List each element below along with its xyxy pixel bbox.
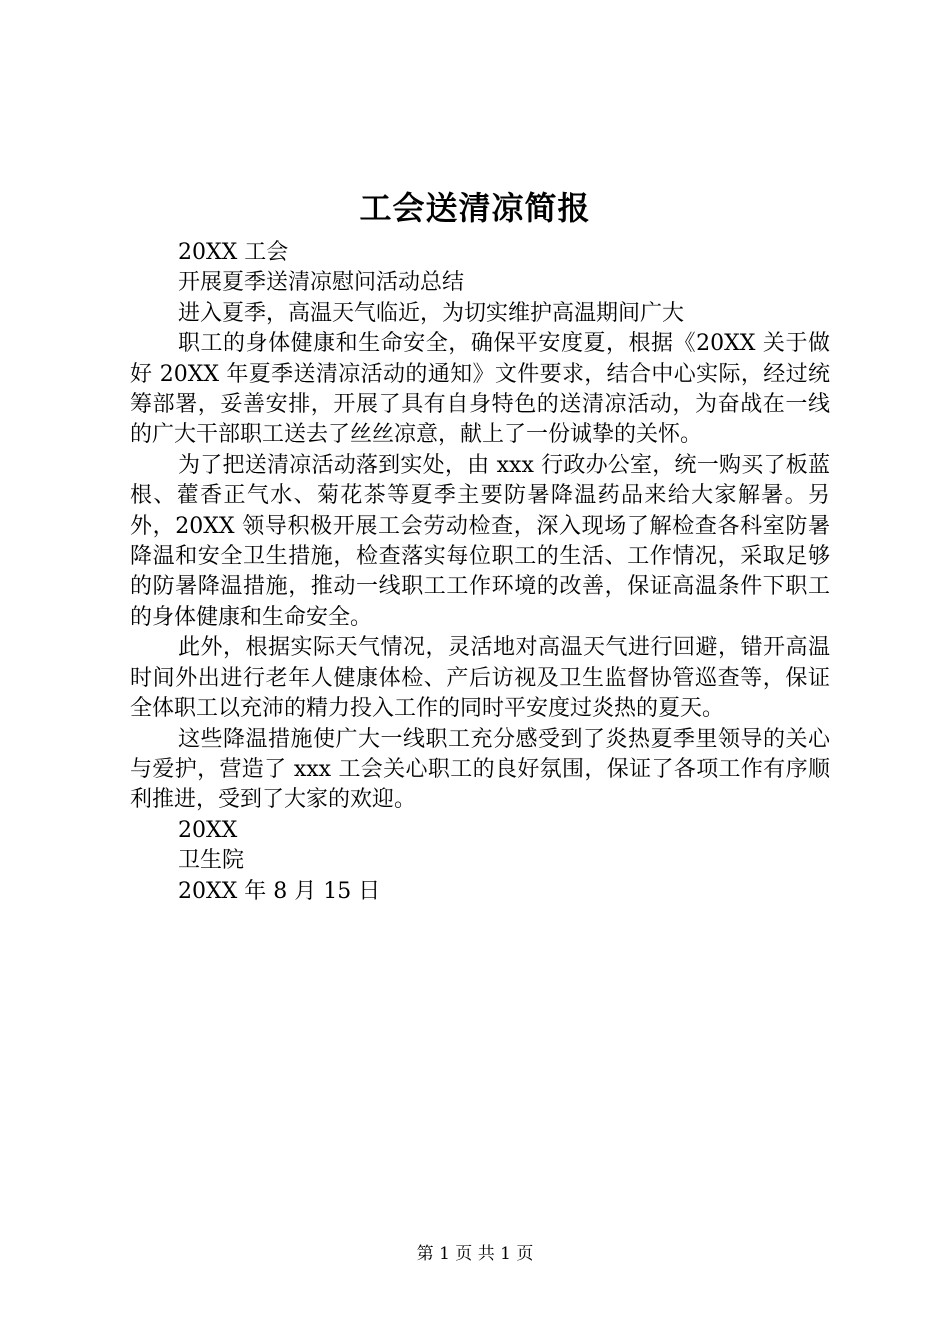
signature-org: 卫生院 (178, 848, 245, 874)
page-footer: 第 1 页 共 1 页 (416, 1244, 534, 1264)
subtitle-line: 开展夏季送清凉慰问活动总结 (178, 270, 465, 296)
paragraph: 这些降温措施使广大一线职工充分感受到了炎热夏季里领导的关心与爱护，营造了 xxx 工会关心职工的良好氛围，保证了各项工作有序顺利推进，受到了大家的欢迎。 (130, 726, 830, 813)
paragraph: 此外，根据实际天气情况，灵活地对高温天气进行回避，错开高温时间外出进行老年人健康体检、产后访视及卫生监督协管巡查等，保证全体职工以充沛的精力投入工作的同时平安度过炎热的夏天。 (130, 635, 830, 722)
org-line: 20XX 工会 (178, 240, 289, 265)
document-title: 工会送清凉简报 (359, 189, 591, 227)
paragraph: 为了把送清凉活动落到实处，由 xxx 行政办公室，统一购买了板蓝根、藿香正气水、菊花茶等夏季主要防暑降温药品来给大家解暑。另外，20XX 领导积极开展工会劳动检查，深入现场了解检查各科室防暑降温和安全卫生措施，检查落实每位职工的生活、工作情况，采取足够的防暑降温措施，推动一线职工工作环境的改善，保证高温条件下职工的身体健康和生命安全。 (130, 452, 830, 630)
paragraph: 职工的身体健康和生命安全，确保平安度夏，根据《20XX 关于做好 20XX 年夏季送清凉活动的通知》文件要求，结合中心实际，经过统筹部署，妥善安排，开展了具有自身特色的送清凉活动，为奋战在一线的广大干部职工送去了丝丝凉意，献上了一份诚挚的关怀。 (130, 331, 830, 448)
intro-line: 进入夏季，高温天气临近，为切实维护高温期间广大 (178, 300, 685, 326)
document-body (130, 238, 830, 907)
signature-year: 20XX (178, 817, 238, 843)
signature-date: 20XX 年 8 月 15 日 (178, 878, 381, 904)
